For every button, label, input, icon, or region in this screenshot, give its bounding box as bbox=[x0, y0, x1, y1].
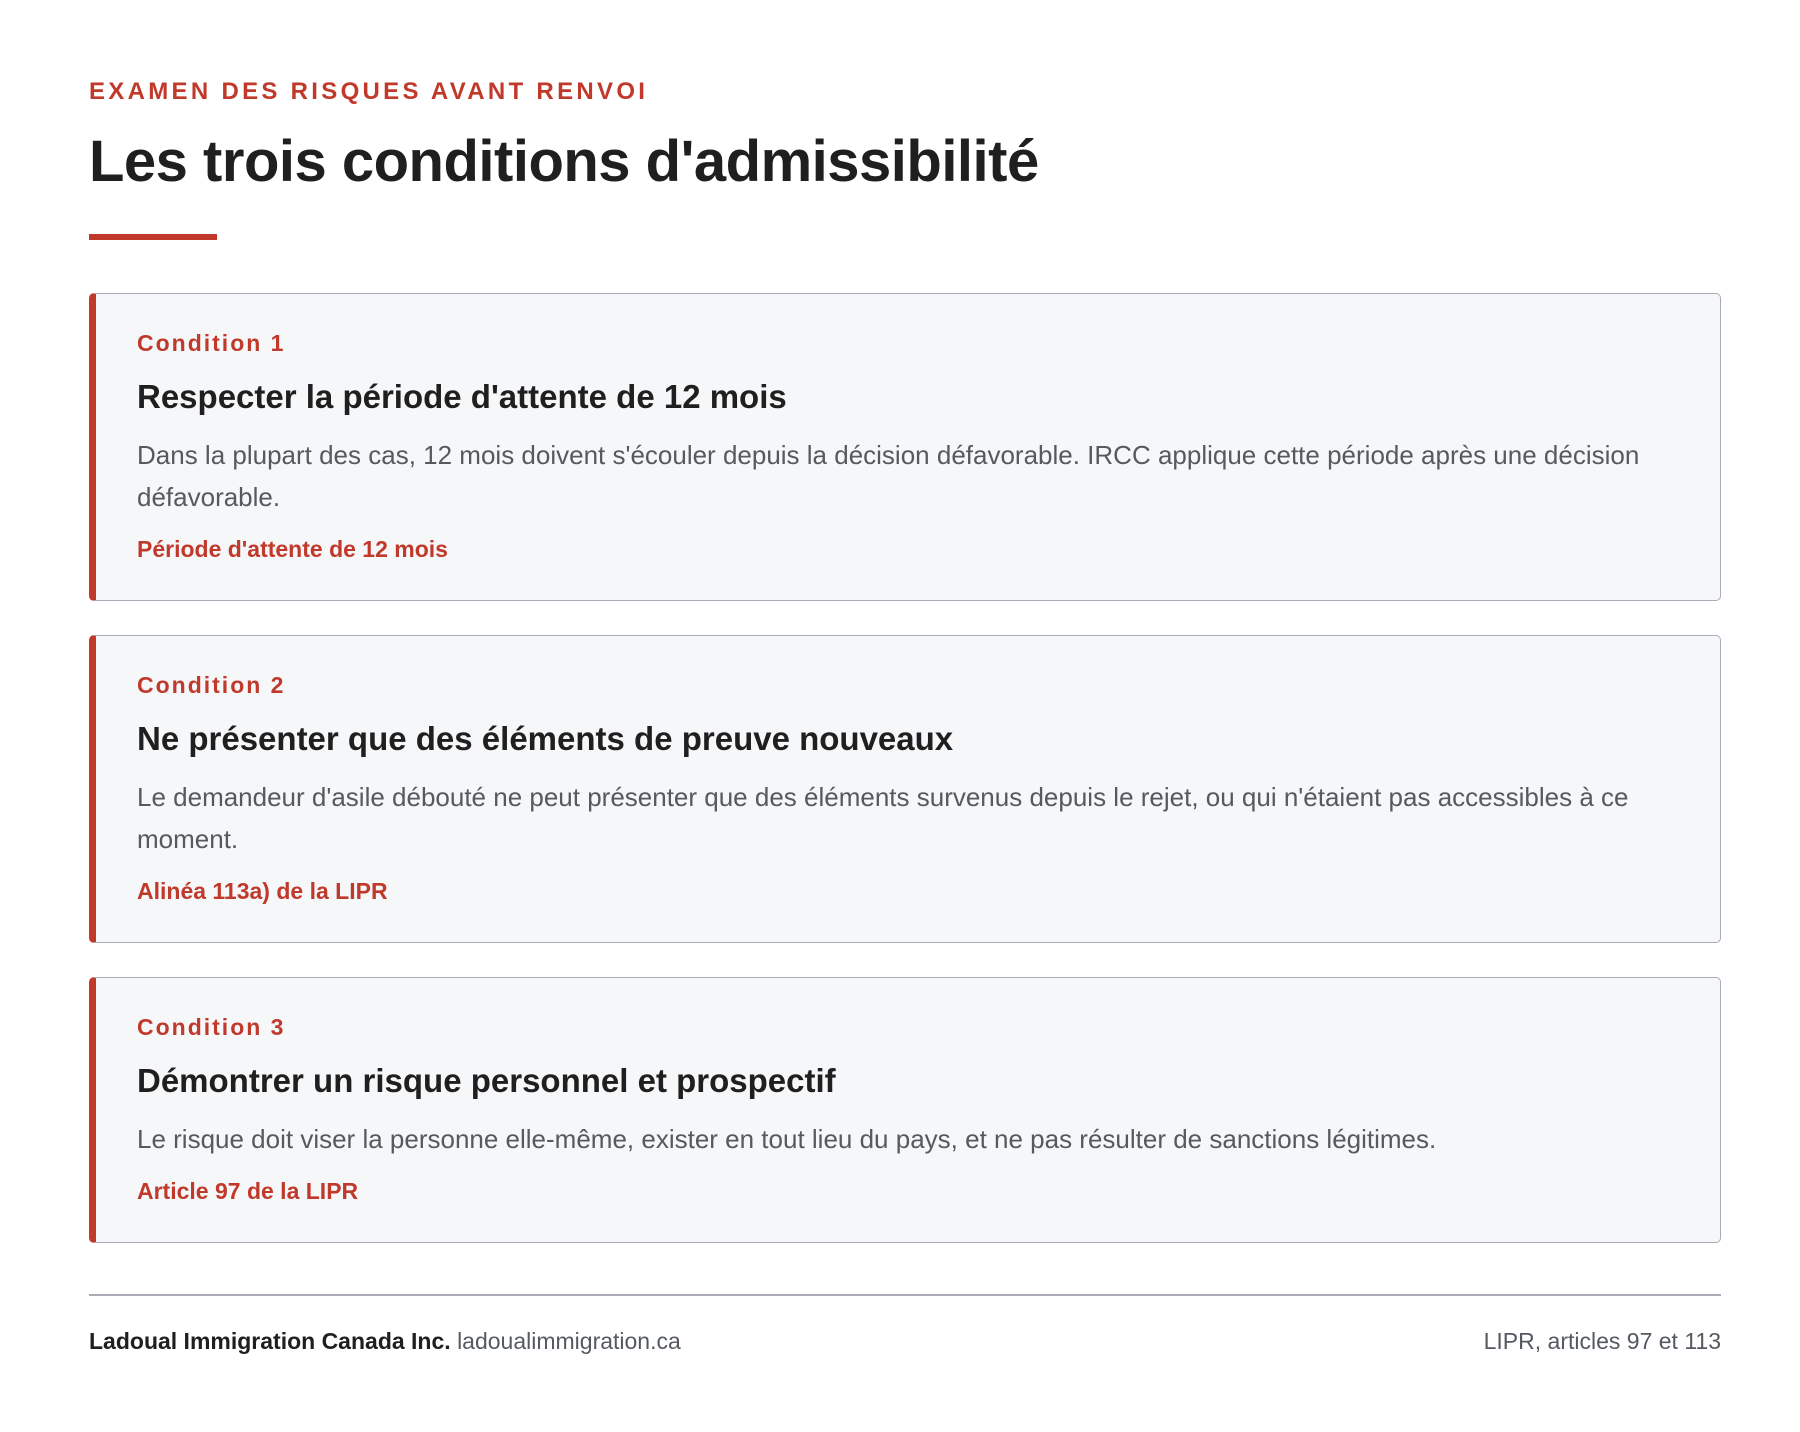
condition-description: Le risque doit viser la personne elle-même, exister en tout lieu du pays, et ne pas résulter de sanctions légitimes. bbox=[137, 1124, 1437, 1154]
title-underline bbox=[89, 234, 217, 240]
condition-card-3 bbox=[89, 977, 1721, 1243]
condition-card-1 bbox=[89, 293, 1721, 601]
condition-reference: Alinéa 113a) de la LIPR bbox=[137, 878, 388, 904]
condition-tag: Condition 3 bbox=[137, 1014, 286, 1040]
page-title: Les trois conditions d'admissibilité bbox=[89, 129, 1039, 194]
condition-heading: Ne présenter que des éléments de preuve nouveaux bbox=[137, 720, 954, 757]
condition-reference: Période d'attente de 12 mois bbox=[137, 536, 448, 562]
condition-reference: Article 97 de la LIPR bbox=[137, 1178, 359, 1204]
condition-heading: Respecter la période d'attente de 12 mois bbox=[137, 378, 787, 415]
condition-description: Le demandeur d'asile débouté ne peut présenter que des éléments survenus depuis le rejet, ou qui n'étaient pas accessibles à ce moment. bbox=[137, 782, 1629, 854]
footer-company-name: Ladoual Immigration Canada Inc. bbox=[89, 1328, 451, 1354]
condition-heading: Démontrer un risque personnel et prospectif bbox=[137, 1062, 836, 1099]
footer-attribution bbox=[89, 1328, 681, 1355]
condition-tag: Condition 1 bbox=[137, 330, 286, 356]
section-eyebrow: EXAMEN DES RISQUES AVANT RENVOI bbox=[89, 78, 649, 105]
condition-description: Dans la plupart des cas, 12 mois doivent s'écouler depuis la décision défavorable. IRCC applique cette période après une décision défavorable. bbox=[137, 440, 1640, 512]
footer-citation: LIPR, articles 97 et 113 bbox=[1483, 1328, 1721, 1354]
condition-card-2 bbox=[89, 635, 1721, 943]
footer-website-link[interactable]: ladoualimmigration.ca bbox=[457, 1328, 681, 1354]
condition-tag: Condition 2 bbox=[137, 672, 286, 698]
footer-divider bbox=[89, 1294, 1721, 1296]
